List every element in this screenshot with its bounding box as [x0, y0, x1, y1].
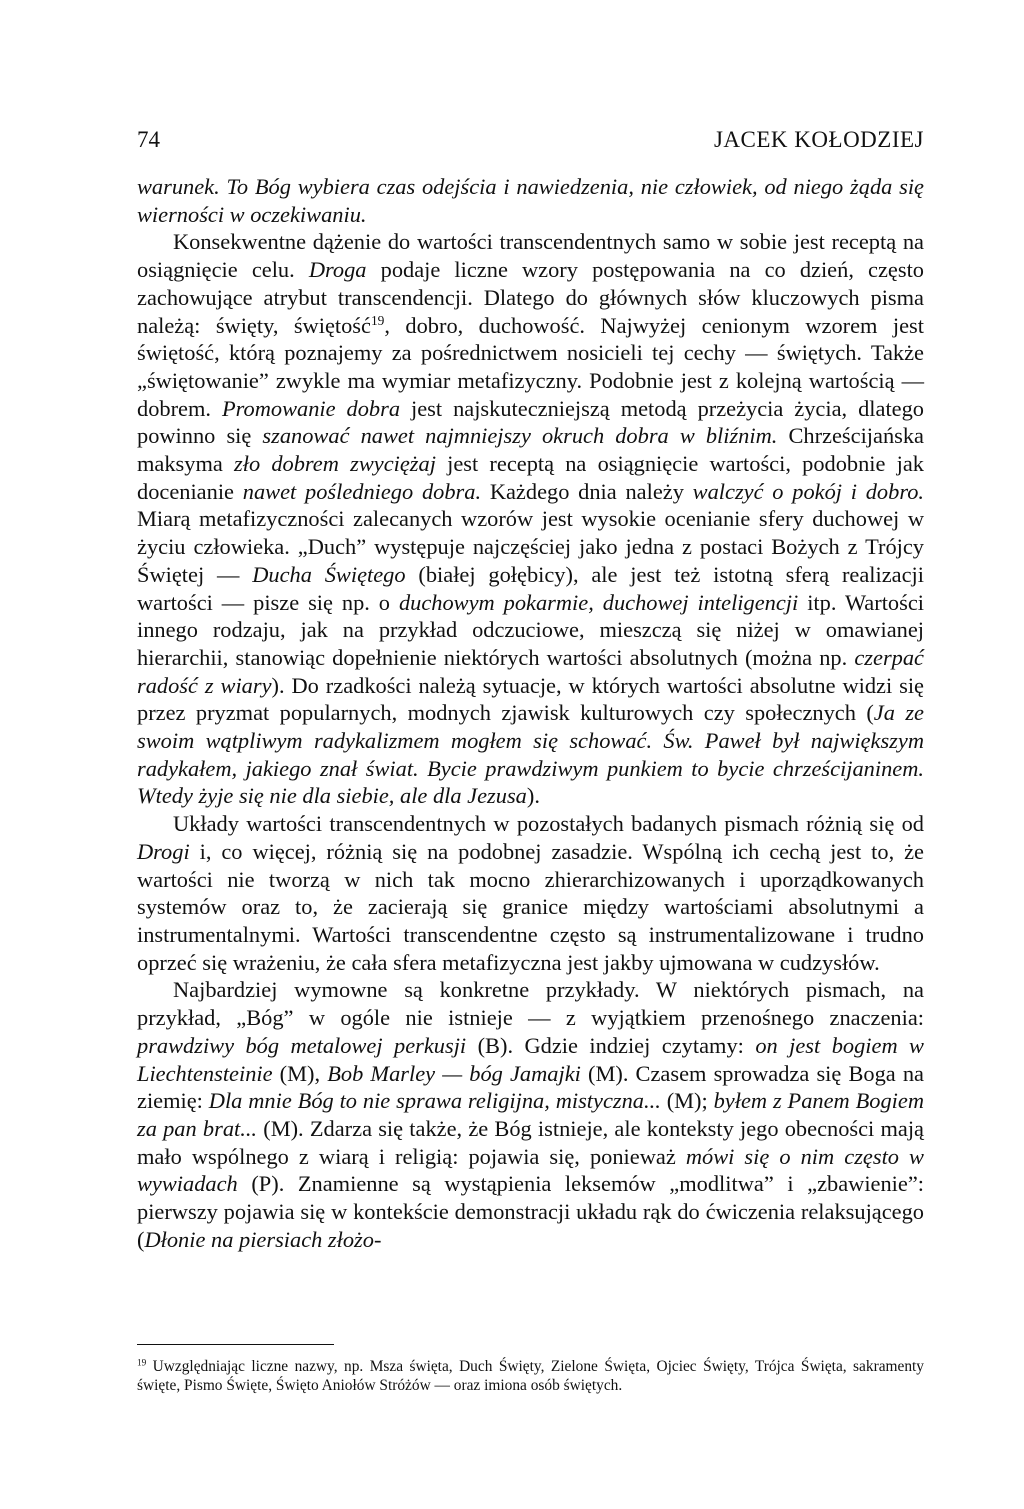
italic-run: nawet pośledniego dobra. — [242, 478, 482, 504]
italic-run: on jest bogiem w Liechtensteinie — [137, 1032, 924, 1086]
italic-run: Ja ze swoim wątpliwym radykalizmem mogłem się schować. Św. Paweł był największym radykałem, jakiego znał świat. Bycie prawdziwym punkiem to bycie chrześcijaninem. Wtedy żyje się nie dla siebie, ale dla Jezusa — [137, 700, 924, 809]
text-run: Każdego dnia należy — [481, 478, 693, 504]
text-run: i, co więcej, różnią się na podobnej zasadzie. Wspólną ich cechą jest to, że wartości nie tworzą w nich tak mocno zhierarchizowanych i uporządkowanych systemów oraz to, że zacierają się granice między wartościami absolutnymi a instrumentalnymi. Wartości transcendentne często są instrumentalizowane i trudno oprzeć się wrażeniu, że cała sfera metafizyczna jest jakby ujmowana w cudzysłów. — [137, 838, 924, 975]
italic-run: warunek. To Bóg wybiera czas odejścia i nawiedzenia, nie człowiek, od niego żąda się wierności w oczekiwaniu. — [137, 174, 924, 227]
italic-run: Dłonie na piersiach złożo- — [144, 1226, 382, 1252]
text-run: (białej gołębicy), ale jest też istotną sferą realizacji wartości — pisze się np. o — [137, 561, 924, 615]
italic-run: Drogi — [137, 838, 190, 864]
italic-run: Dla mnie Bóg to nie sprawa religijna, mistyczna... — [208, 1088, 661, 1114]
running-head: JACEK KOŁODZIEJ — [713, 127, 924, 152]
italic-run: Droga — [308, 257, 367, 283]
text-run: (M), — [272, 1060, 328, 1086]
text-run: Miarą metafizyczności zalecanych wzorów jest wysokie ocenianie sfery duchowej w życiu człowieka. „Duch” występuje najczęściej jako jedna z postaci Bożych z Trójcy Świętej — — [137, 506, 924, 587]
text-run: Konsekwentne dążenie do wartości transcendentnych samo w sobie jest receptą na osiągnięcie celu. — [137, 229, 924, 283]
text-run: (M). Czasem sprowadza się Boga na ziemię: — [137, 1060, 924, 1114]
text-run: (M). Zdarza się także, że Bóg istnieje, ale konteksty jego obecności mają mało wspólnego z wiarą i religią: pojawia się, ponieważ — [137, 1115, 924, 1169]
italic-run: Promowanie dobra — [221, 395, 401, 421]
paragraph — [137, 976, 924, 1253]
text-run: , dobro, duchowość. Najwyżej cenionym wzorem jest świętość, którą poznajemy za pośrednictwem nosicieli tej cechy — świętych. Także „świętowanie” zwykle ma wymiar metafizyczny. Podobnie jest z kolejną wartością — dobrem. — [137, 312, 924, 421]
footnote-divider — [137, 1344, 334, 1345]
italic-run: byłem z Panem Bogiem za pan brat... — [137, 1088, 924, 1141]
paragraph — [137, 810, 924, 976]
italic-run: walczyć o pokój i dobro. — [692, 478, 925, 504]
italic-run: Ducha Świętego — [252, 561, 406, 587]
footnote-reference: 19 — [370, 312, 385, 328]
text-run: Układy wartości transcendentnych w pozostałych badanych pismach różnią się od — [173, 811, 924, 837]
italic-run: szanować nawet najmniejszy okruch dobra w bliźnim. — [262, 423, 778, 449]
footnote-number: 19 — [137, 1357, 147, 1368]
text-run: itp. Wartości innego rodzaju, jak na przykład odczuciowe, mieszczą się niżej w omawianej hierarchii, stanowiąc dopełnienie niektórych wartości absolutnych (można np. — [137, 589, 924, 670]
page-number: 74 — [137, 127, 160, 152]
footnote-text — [137, 1357, 924, 1395]
italic-run: mówi się o nim często w wywiadach — [137, 1143, 924, 1197]
italic-run: Bob Marley — bóg Jamajki — [327, 1060, 581, 1086]
italic-run: czerpać radość z wiary — [137, 644, 924, 698]
text-run: podaje liczne wzory postępowania na co dzień, często zachowujące atrybut transcendencji. Dlatego do głównych słów kluczowych pisma należą: święty, świętość — [137, 257, 924, 338]
text-run: (P). Znamienne są wystąpienia leksemów „modlitwa” i „zbawienie”: pierwszy pojawia się w kontekście demonstracji układu rąk do ćwiczenia relaksującego ( — [137, 1171, 924, 1252]
text-run: jest receptą na osiągnięcie wartości, podobnie jak docenianie — [137, 451, 924, 504]
text-run: jest najskuteczniejszą metodą przeżycia życia, dlatego powinno się — [137, 395, 925, 449]
text-run: Najbardziej wymowne są konkretne przykłady. W niektórych pismach, na przykład, „Bóg” w ogóle nie istnieje — z wyjątkiem przenośnego znaczenia: — [137, 977, 924, 1031]
footnote-body: Uwzględniając liczne nazwy, np. Msza święta, Duch Święty, Zielone Święta, Ojciec Święty, Trójca Święta, sakramenty święte, Pismo Święte, Święto Aniołów Stróżów — oraz imiona osób świętych. — [137, 1358, 924, 1394]
text-run: ). Do rzadkości należą sytuacje, w których wartości absolutne widzi się przez pryzmat popularnych, modnych zjawisk kulturowych czy społecznych ( — [137, 672, 924, 726]
body-text — [137, 173, 924, 1253]
italic-run: zło dobrem zwyciężaj — [234, 451, 436, 477]
text-run: ). — [526, 783, 540, 809]
page-header — [137, 124, 924, 156]
footnote — [137, 1357, 924, 1395]
paragraph — [137, 173, 924, 228]
paragraph — [137, 228, 924, 810]
text-run: Chrześcijańska maksyma — [137, 423, 924, 477]
italic-run: prawdziwy bóg metalowej perkusji — [137, 1032, 467, 1058]
text-run: (B). Gdzie indziej czytamy: — [466, 1032, 756, 1058]
italic-run: duchowym pokarmie, duchowej inteligencji — [398, 589, 799, 615]
text-run: (M); — [660, 1088, 714, 1114]
